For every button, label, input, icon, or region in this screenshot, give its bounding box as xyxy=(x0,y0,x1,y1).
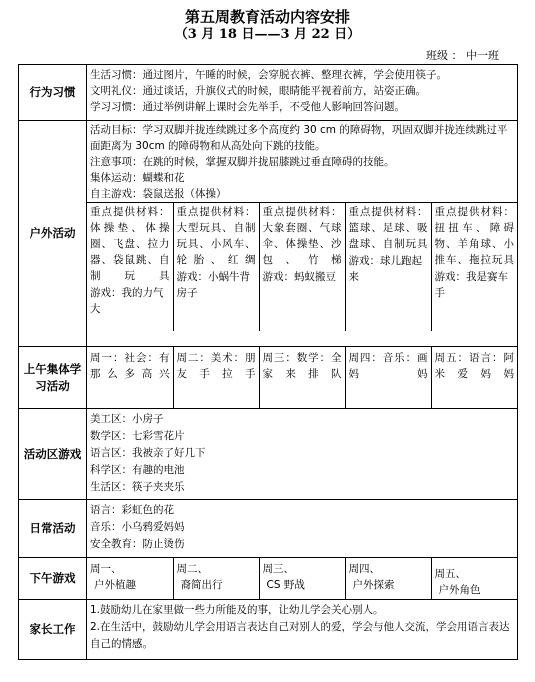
morning-lesson: 周四：音乐：画妈妈 xyxy=(348,352,428,380)
area-item: 数学区：七彩雪花片 xyxy=(90,430,185,442)
morning-lesson: 周一：社会：有那么多高兴 xyxy=(90,352,170,380)
outdoor-game: 游戏：我的力气大 xyxy=(90,287,164,315)
outdoor-goal: 活动目标：学习双脚并拢连续跳过多个高度约 30 cm 的障碍物，巩固双脚并拢连续跳过平面距离为 30cm 的障碍物和从高处向下跳的技能。 xyxy=(90,124,508,152)
page-title: 第五周教育活动内容安排 xyxy=(184,8,350,26)
area-item: 美工区：小房子 xyxy=(90,413,164,425)
habits-line: 文明礼仪：通过谈话，升旗仪式的时候，眼睛能平视着前方，站姿正确。 xyxy=(90,85,426,97)
outdoor-game: 游戏：蚂蚁搬豆 xyxy=(262,271,336,283)
afternoon-game: 户外植趣 xyxy=(94,579,136,591)
afternoon-day: 周五、 xyxy=(434,568,466,580)
afternoon-day: 周二、 xyxy=(176,563,208,575)
outdoor-label: 户外活动 xyxy=(19,121,87,347)
afternoon-row xyxy=(19,558,518,600)
parent-task: 1.鼓励幼儿在家里做一些力所能及的事，让幼儿学会关心别人。 xyxy=(90,604,384,616)
afternoon-game: 裔简出行 xyxy=(180,579,223,591)
outdoor-note: 注意事项：在跳的时候，掌握双脚并拢屈膝跳过垂直障碍的技能。 xyxy=(90,156,395,168)
outdoor-columns xyxy=(87,202,517,331)
afternoon-columns xyxy=(87,558,517,599)
daily-row xyxy=(19,500,518,558)
areas-row xyxy=(19,409,518,500)
afternoon-game: CS 野战 xyxy=(266,579,305,591)
habits-label: 行为习惯 xyxy=(19,65,87,121)
parents-label: 家长工作 xyxy=(19,600,87,660)
outdoor-game: 游戏：小蜗牛背房子 xyxy=(176,271,250,299)
daily-label: 日常活动 xyxy=(19,500,87,558)
afternoon-game: 户外角色 xyxy=(438,584,481,596)
habits-row xyxy=(19,65,518,121)
parent-task: 2.在生活中，鼓励幼儿学会用语言表达自己对别人的爱，学会与他人交流，学会用语言表达自己的情感。 xyxy=(90,621,510,650)
outdoor-game: 游戏：我是赛车手 xyxy=(434,271,508,299)
area-item: 科学区：有趣的电池 xyxy=(90,464,185,476)
habits-line: 生活习惯：通过图片，午睡的时候，会穿脱衣裤、整理衣裤，学会使用筷子。 xyxy=(90,69,447,81)
parents-row xyxy=(19,600,518,660)
date-range: （3 月 18 日——3 月 22 日） xyxy=(174,27,361,42)
outdoor-game: 游戏：球儿跑起来 xyxy=(348,255,422,283)
afternoon-day: 周四、 xyxy=(348,563,380,575)
area-item: 生活区：筷子夹夹乐 xyxy=(90,481,185,493)
afternoon-label: 下午游戏 xyxy=(19,558,87,600)
schedule-table xyxy=(18,64,518,660)
outdoor-free-game: 自主游戏：袋鼠送报（体操） xyxy=(90,188,227,200)
outdoor-materials: 重点提供材料：大型玩具、自制玩具、小风车、轮胎、红绸 xyxy=(176,206,256,266)
outdoor-group-game: 集体运动：蝴蝶和花 xyxy=(90,172,185,184)
morning-label: 上午集体学习活动 xyxy=(19,347,87,409)
habits-line: 学习习惯：通过举例讲解上课时会先举手，不受他人影响回答问题。 xyxy=(90,101,405,113)
morning-lesson: 周五：语言：阿米爱妈妈 xyxy=(434,352,514,380)
outdoor-row xyxy=(19,121,518,347)
daily-item: 语言：彩虹色的花 xyxy=(90,504,174,516)
area-item: 语言区：我被亲了好几下 xyxy=(90,447,206,459)
afternoon-day: 周三、 xyxy=(262,563,294,575)
daily-item: 音乐：小乌鸦爱妈妈 xyxy=(90,521,185,533)
morning-row xyxy=(19,347,518,409)
class-label: 班级 ： 中一班 xyxy=(426,49,499,62)
outdoor-materials: 重点提供材料：体操垫、体操圈、飞盘、拉力器、袋鼠跳、自制玩具 xyxy=(90,206,170,282)
daily-item: 安全教育：防止烫伤 xyxy=(90,538,185,550)
areas-label: 活动区游戏 xyxy=(19,409,87,500)
outdoor-materials: 重点提供材料：篮球、足球、吸盘球、自制玩具 xyxy=(348,206,428,250)
morning-lesson: 周三：数学：全家来排队 xyxy=(262,352,342,380)
outdoor-materials: 重点提供材料：大象套圈、气球伞、体操垫、沙包、竹梯 xyxy=(262,206,342,266)
afternoon-day: 周一、 xyxy=(90,563,122,575)
afternoon-game: 户外探索 xyxy=(352,579,395,591)
morning-columns xyxy=(87,347,517,408)
outdoor-materials: 重点提供材料：扭扭车、障碍物、羊角球、小推车、拖拉玩具 xyxy=(434,206,514,266)
morning-lesson: 周二：美术：朋友手拉手 xyxy=(176,352,256,380)
